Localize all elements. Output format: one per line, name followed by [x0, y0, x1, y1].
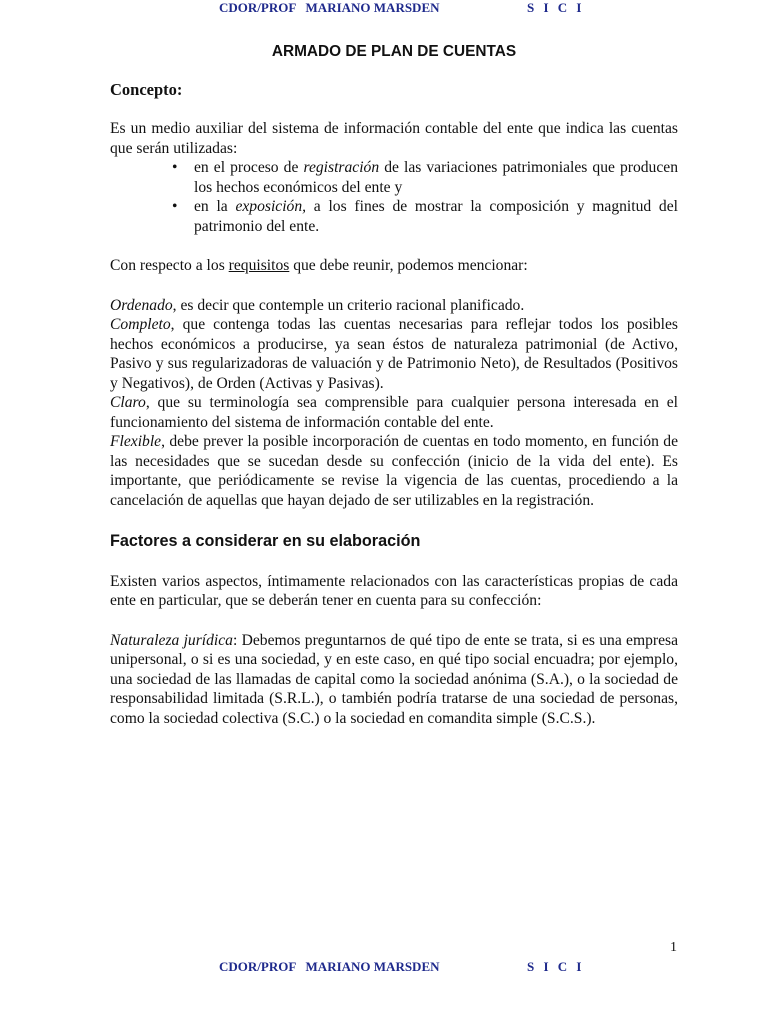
list-item: • en el proceso de registración de las variaciones patrimoniales que producen los hechos económicos del ente y: [172, 159, 678, 196]
factores-heading: Factores a considerar en su elaboración: [110, 532, 421, 550]
document-body: [110, 42, 678, 728]
header-author: CDOR/PROF MARIANO MARSDEN: [219, 0, 440, 15]
document-title: ARMADO DE PLAN DE CUENTAS: [271, 43, 517, 60]
page-number: 1: [670, 940, 677, 955]
header-institution: S I C I: [527, 0, 585, 15]
requisito-claro: Claro, que su terminología sea comprensible para cualquier persona interesada en el funcionamiento del sistema de información contable del ente.: [110, 394, 678, 431]
list-item: • en la exposición, a los fines de mostrar la composición y magnitud del patrimonio del ente.: [172, 198, 678, 235]
concepto-bullet-list: [110, 158, 678, 236]
requisito-flexible: Flexible, debe prever la posible incorporación de cuentas en todo momento, en función de las necesidades que se sucedan desde su confección (inicio de la vida del ente). Es importante, que periódicamente se revise la vigencia de las cuentas, procediendo a la cancelación de aquellas que hayan dejado de ser utilizables en la registración.: [110, 433, 678, 509]
factores-intro: Existen varios aspectos, íntimamente relacionados con las características propias de cada ente en particular, que se deberán tener en cuenta para su confección:: [110, 572, 678, 609]
requisito-completo: Completo, que contenga todas las cuentas necesarias para reflejar todos los posibles hechos económicos a producirse, ya sean éstos de naturaleza patrimonial (de Activo, Pasivo y sus regularizadoras de valuación y de Patrimonio Neto), de Resultados (Positivos y Negativos), de Orden (Activas y Pasivas).: [110, 316, 678, 392]
requisito-ordenado: Ordenado, es decir que contemple un criterio racional planificado.: [110, 296, 525, 314]
bullet-icon: •: [172, 198, 178, 215]
concepto-heading: Concepto:: [110, 79, 183, 99]
page-header: [0, 0, 768, 20]
requisitos-underlined-term: requisitos: [228, 257, 290, 274]
page-footer: [0, 959, 768, 979]
footer-institution: S I C I: [527, 959, 585, 974]
footer-author: CDOR/PROF MARIANO MARSDEN: [219, 959, 440, 974]
requisitos-intro: Con respecto a los requisitos que debe reunir, podemos mencionar:: [110, 257, 528, 274]
bullet-icon: •: [172, 159, 178, 176]
naturaleza-juridica-paragraph: Naturaleza jurídica: Debemos preguntarnos de qué tipo de ente se trata, si es una empresa unipersonal, o si es una sociedad, y en este caso, en qué tipo social encuadra; por ejemplo, una sociedad de las llamadas de capital como la sociedad anónima (S.A.), o la sociedad de responsabilidad limitada (S.R.L.), o también podría tratarse de una sociedad de personas, como la sociedad colectiva (S.C.) o la sociedad en comandita simple (S.C.S.).: [110, 631, 678, 727]
concepto-intro: Es un medio auxiliar del sistema de información contable del ente que indica las cuentas que serán utilizadas:: [110, 120, 678, 157]
